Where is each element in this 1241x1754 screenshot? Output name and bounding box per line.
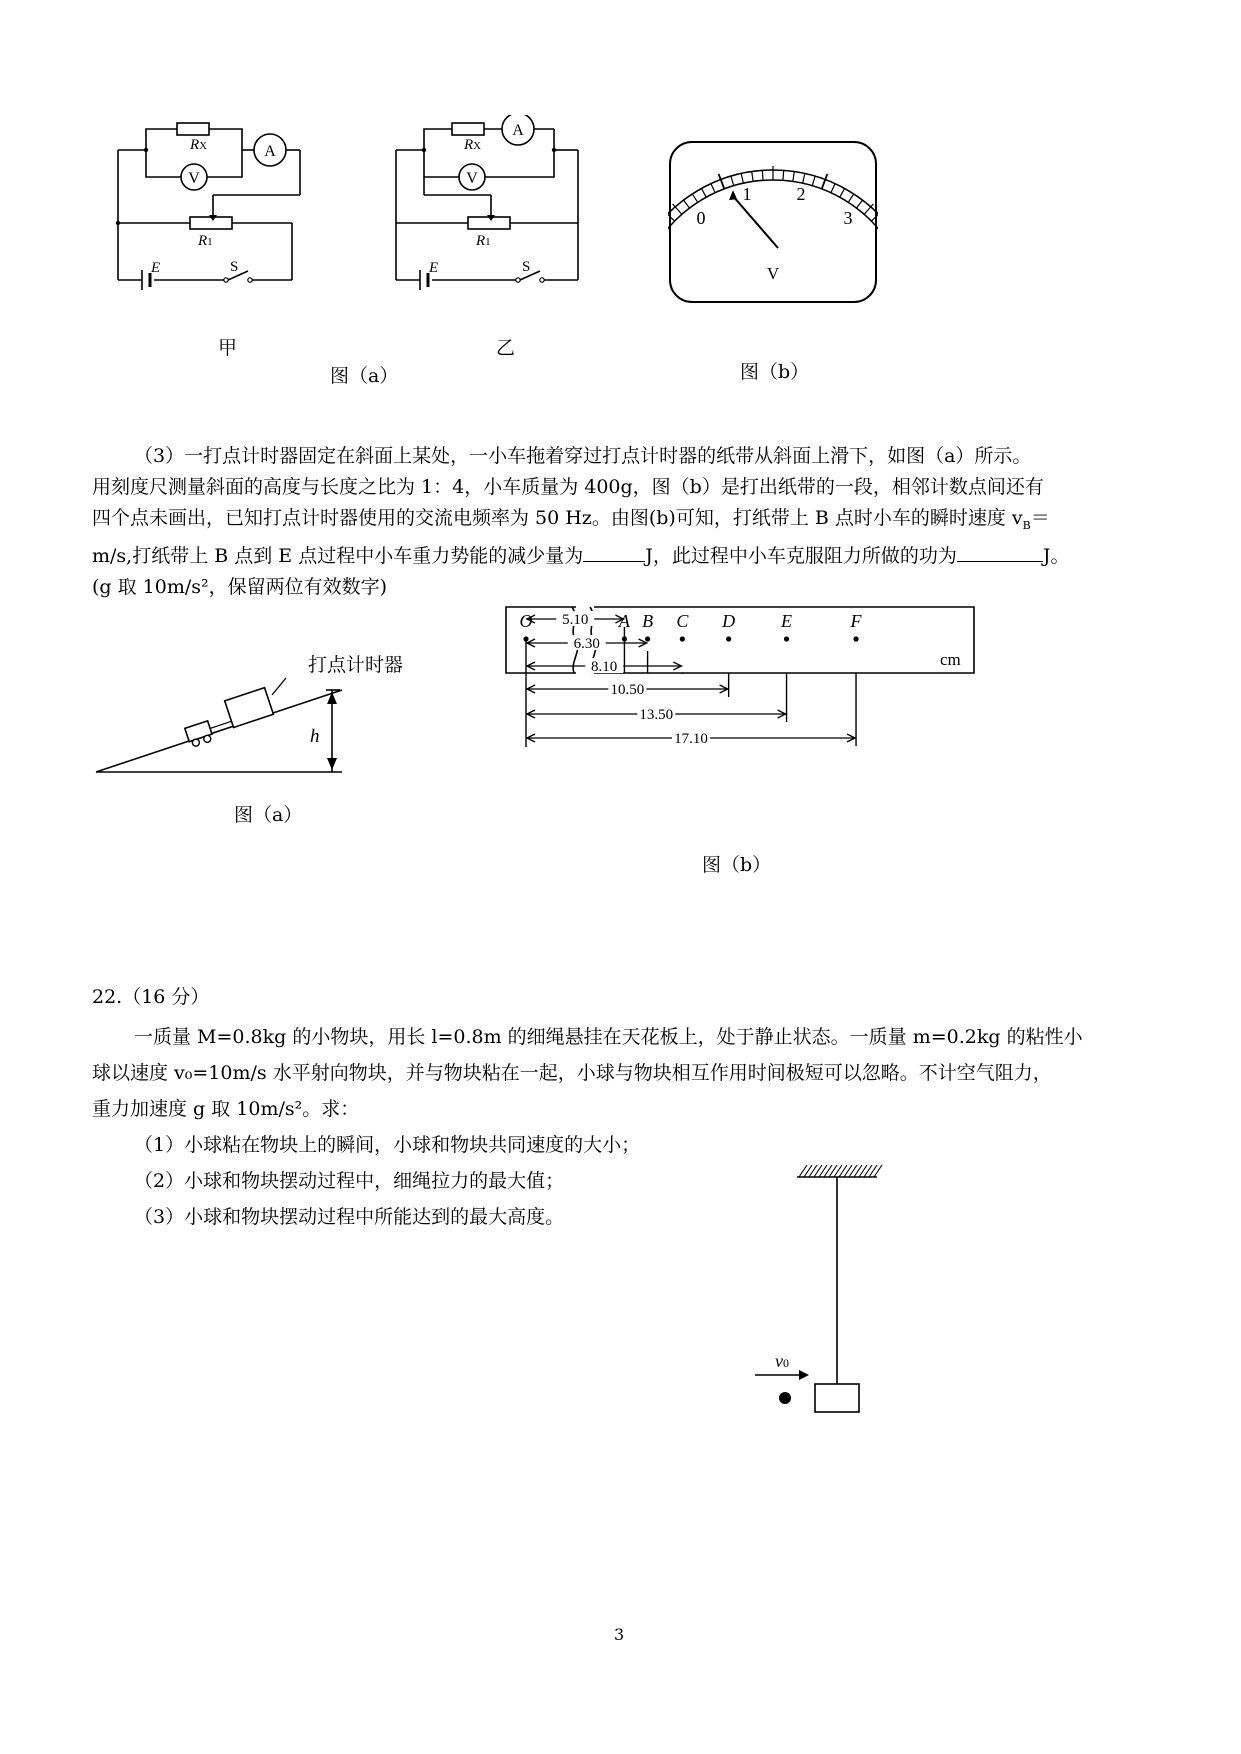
tape-dim-label: 8.10 <box>591 659 618 675</box>
tape-label-B: B <box>642 611 654 631</box>
pendulum-diagram <box>745 1155 905 1420</box>
q3-line-2: 用刻度尺测量斜面的高度与长度之比为 1：4，小车质量为 400g，图（b）是打出纸带的一段，相邻计数点间还有 <box>92 476 1044 498</box>
q22-item-3: （3）小球和物块摆动过程中所能达到的最大高度。 <box>134 1206 565 1228</box>
tape-dim-label: 13.50 <box>639 707 674 723</box>
rx-label: RX <box>190 137 208 153</box>
switch-label: S <box>522 259 531 275</box>
q3-line-1: （3）一打点计时器固定在斜面上某处，一小车拖着穿过打点计时器的纸带从斜面上滑下，如图（a）所示。 <box>134 445 1032 467</box>
voltmeter-dial <box>668 140 878 305</box>
tape-dim-label: 10.50 <box>610 682 645 698</box>
ammeter-label: A <box>264 143 276 160</box>
meter-unit: V <box>766 264 780 283</box>
q3-text <box>92 441 1172 603</box>
figure-b-caption-tape: 图（b） <box>702 854 772 876</box>
tape-dim-label: 5.10 <box>562 612 589 628</box>
meter-tick-3: 3 <box>843 208 853 228</box>
meter-tick-0: 0 <box>696 208 706 228</box>
meter-scale-tick <box>783 170 784 180</box>
ammeter-label: A <box>512 122 524 139</box>
meter-tick-1: 1 <box>742 184 752 204</box>
q3-line-4: m/s,打纸带上 B 点到 E 点过程中小车重力势能的减少量为 J，此过程中小车克服阻力所做的功为 J。 <box>92 544 1070 567</box>
tape-point-E <box>784 636 789 641</box>
q22-text <box>92 982 1172 1233</box>
figure-a-caption-circuits: 图（a） <box>330 365 399 387</box>
circuit-diagram-yi <box>388 115 598 295</box>
rx-label: RX <box>464 137 482 153</box>
timer-label: 打点计时器 <box>308 654 404 676</box>
q22-header: 22.（16 分） <box>92 986 210 1008</box>
tape-point-F <box>853 636 858 641</box>
meter-tick-2: 2 <box>796 184 806 204</box>
v0-label: v0 <box>775 1351 789 1371</box>
tape-point-D <box>726 636 731 641</box>
q22-line-3: 重力加速度 g 取 10m/s²。求： <box>92 1098 360 1120</box>
r1-label: R1 <box>198 233 213 249</box>
figure-a-caption-incline: 图（a） <box>234 804 303 826</box>
meter-scale-tick <box>762 170 763 180</box>
circuit-label-jia: 甲 <box>218 337 238 359</box>
q3-line-3: 四个点未画出，已知打点计时器使用的交流电频率为 50 Hz。由图(b)可知，打纸带上 B 点时小车的瞬时速度 $v_B=$ <box>92 507 1050 532</box>
tape-dim-label: 17.10 <box>674 731 708 747</box>
paper-tape-diagram <box>500 605 980 840</box>
tape-dim-label: 6.30 <box>573 636 600 652</box>
circuit-label-yi: 乙 <box>496 337 516 359</box>
tape-label-D: D <box>722 611 736 631</box>
emf-label: E <box>429 260 439 276</box>
voltmeter-label: V <box>466 170 478 187</box>
voltmeter-label: V <box>188 170 200 187</box>
answer-blank-1[interactable] <box>583 543 645 562</box>
q22-line-2: 球以速度 v₀=10m/s 水平射向物块，并与物块粘在一起，小球与物块相互作用时间极短可以忽略。不计空气阻力， <box>92 1062 1052 1084</box>
circuit-diagram-jia <box>110 115 310 295</box>
tape-unit: cm <box>940 650 961 669</box>
q22-item-1: （1）小球粘在物块上的瞬间，小球和物块共同速度的大小； <box>134 1134 641 1156</box>
tape-label-A: A <box>618 611 630 631</box>
height-label: h <box>310 726 320 747</box>
figure-b-caption-meter: 图（b） <box>740 361 810 383</box>
page-number: 3 <box>614 1625 625 1644</box>
q3-line-5: (g 取 10m/s²，保留两位有效数字) <box>92 575 388 598</box>
answer-blank-2[interactable] <box>957 543 1043 562</box>
tape-label-E: E <box>781 611 793 631</box>
tape-label-O: O <box>519 611 533 631</box>
q22-line-1: 一质量 M=0.8kg 的小物块，用长 l=0.8m 的细绳悬挂在天花板上，处于静止状态。一质量 m=0.2kg 的粘性小 <box>134 1026 1083 1048</box>
tape-label-C: C <box>676 611 689 631</box>
r1-label: R1 <box>476 233 491 249</box>
switch-label: S <box>230 259 239 275</box>
q22-item-2: （2）小球和物块摆动过程中，细绳拉力的最大值； <box>134 1170 565 1192</box>
emf-label: E <box>151 260 161 276</box>
tape-point-B <box>645 636 650 641</box>
tape-label-F: F <box>850 611 862 631</box>
tape-point-C <box>680 636 685 641</box>
